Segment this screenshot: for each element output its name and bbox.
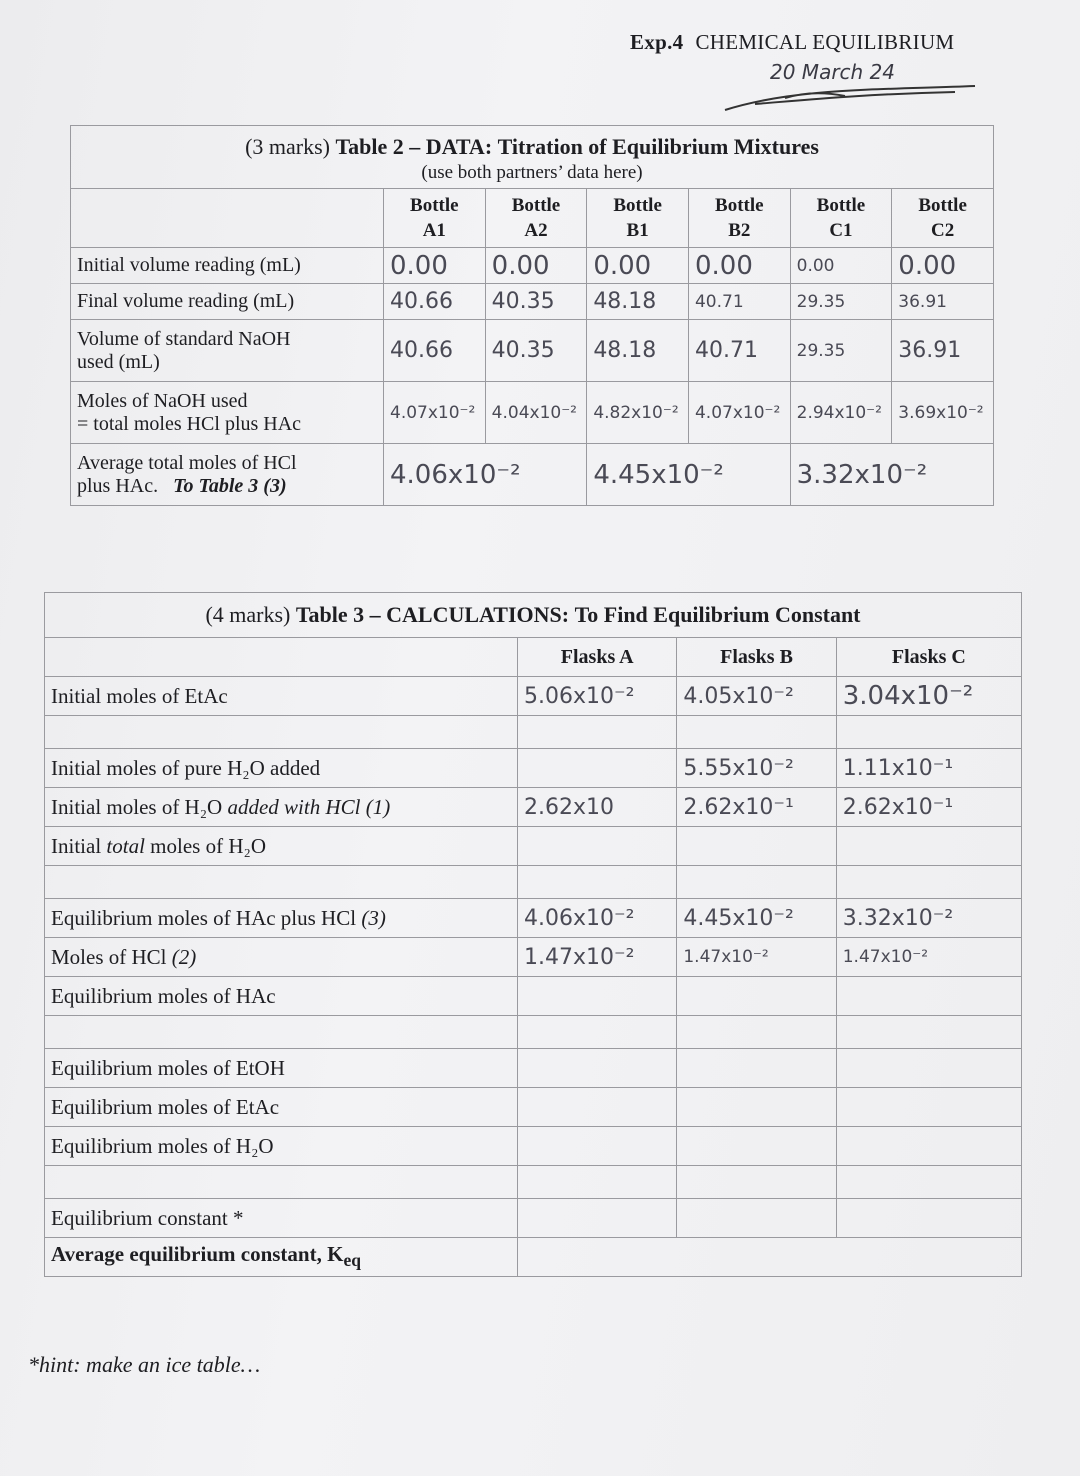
data-cell[interactable]: 2.62x10⁻¹ — [677, 788, 836, 827]
marks-label: (4 marks) — [205, 602, 291, 627]
data-cell[interactable]: 3.04x10⁻² — [836, 677, 1021, 716]
data-cell[interactable] — [518, 1199, 677, 1238]
row-label: Volume of standard NaOH used (mL) — [71, 320, 384, 382]
table-row — [45, 788, 1022, 827]
column-header: Flasks A — [518, 638, 677, 677]
data-cell[interactable]: 2.94x10⁻² — [790, 382, 892, 444]
table-row — [45, 1049, 1022, 1088]
row-label: Equilibrium moles of HAc plus HCl (3) — [45, 899, 518, 938]
table-subtitle: (use both partners’ data here) — [421, 162, 643, 183]
data-cell[interactable]: 0.00 — [485, 248, 587, 284]
row-label: Equilibrium moles of EtOH — [45, 1049, 518, 1088]
data-cell[interactable]: 4.07x10⁻² — [384, 382, 486, 444]
data-cell[interactable]: 4.07x10⁻² — [688, 382, 790, 444]
data-cell[interactable]: 1.47x10⁻² — [836, 938, 1021, 977]
blank-row — [45, 716, 1022, 749]
data-cell[interactable]: 1.47x10⁻² — [677, 938, 836, 977]
data-cell[interactable]: 48.18 — [587, 284, 689, 320]
table-2-titration-data — [70, 125, 994, 506]
table-row — [45, 1127, 1022, 1166]
data-cell[interactable]: 2.62x10⁻¹ — [836, 788, 1021, 827]
corner-cell — [45, 638, 518, 677]
data-cell[interactable] — [836, 1049, 1021, 1088]
row-label: Initial volume reading (mL) — [71, 248, 384, 284]
data-cell[interactable]: 3.69x10⁻² — [892, 382, 994, 444]
data-cell[interactable] — [518, 1088, 677, 1127]
scribble-mark — [715, 80, 985, 120]
data-cell[interactable] — [677, 1127, 836, 1166]
table-row — [45, 1238, 1022, 1277]
data-cell[interactable]: 0.00 — [587, 248, 689, 284]
data-cell[interactable]: 4.45x10⁻² — [677, 899, 836, 938]
table-row — [71, 284, 994, 320]
row-label: Initial moles of H₂O added with HCl (1) — [45, 788, 518, 827]
row-label: Average equilibrium constant, $K_{eq}$ — [45, 1238, 518, 1277]
data-cell[interactable] — [836, 827, 1021, 866]
data-cell[interactable]: 1.11x10⁻¹ — [836, 749, 1021, 788]
column-header: Bottle B2 — [688, 189, 790, 248]
data-cell[interactable]: 40.66 — [384, 284, 486, 320]
data-cell[interactable]: 0.00 — [892, 248, 994, 284]
data-cell[interactable] — [518, 1127, 677, 1166]
table-row — [71, 382, 994, 444]
column-header: Flasks B — [677, 638, 836, 677]
data-cell[interactable] — [677, 977, 836, 1016]
table-row — [71, 444, 994, 506]
data-cell[interactable]: 40.71 — [688, 320, 790, 382]
row-label: Average total moles of HCl plus HAc. To Table 3 (3) — [71, 444, 384, 506]
data-cell[interactable]: 4.05x10⁻² — [677, 677, 836, 716]
data-cell[interactable]: 3.32x10⁻² — [836, 899, 1021, 938]
row-label: Equilibrium moles of HAc — [45, 977, 518, 1016]
table-title-2: To Find Equilibrium Constant — [574, 602, 861, 627]
data-cell[interactable]: 4.06x10⁻² — [384, 444, 587, 506]
row-label: Equilibrium moles of EtAc — [45, 1088, 518, 1127]
data-cell[interactable] — [518, 977, 677, 1016]
handwritten-date: 20 March 24 — [770, 60, 896, 84]
row-label: Equilibrium moles of H₂O — [45, 1127, 518, 1166]
data-cell[interactable]: 0.00 — [384, 248, 486, 284]
table-2-title — [71, 126, 994, 189]
data-cell[interactable]: 36.91 — [892, 320, 994, 382]
row-label: Moles of NaOH used = total moles HCl plus HAc — [71, 382, 384, 444]
data-cell[interactable]: 3.32x10⁻² — [790, 444, 993, 506]
marks-label: (3 marks) — [245, 134, 330, 159]
data-cell[interactable]: 2.62x10 — [518, 788, 677, 827]
row-label: Initial total moles of H₂O — [45, 827, 518, 866]
table-row — [45, 749, 1022, 788]
row-label: Initial moles of EtAc — [45, 677, 518, 716]
column-header: Flasks C — [836, 638, 1021, 677]
table-title: Table 2 – DATA: — [335, 134, 493, 159]
data-cell[interactable]: 40.35 — [485, 320, 587, 382]
data-cell[interactable]: 29.35 — [790, 284, 892, 320]
row-label: Equilibrium constant * — [45, 1199, 518, 1238]
data-cell[interactable]: 29.35 — [790, 320, 892, 382]
column-header: Bottle A2 — [485, 189, 587, 248]
experiment-header — [630, 30, 954, 55]
column-header: Bottle A1 — [384, 189, 486, 248]
table-row — [45, 827, 1022, 866]
table-row — [71, 320, 994, 382]
table-title: Table 3 – CALCULATIONS: — [295, 602, 570, 627]
table-row — [45, 977, 1022, 1016]
data-cell[interactable]: 0.00 — [790, 248, 892, 284]
table-row — [45, 938, 1022, 977]
hint-note: *hint: make an ice table… — [28, 1352, 261, 1377]
data-cell[interactable]: 5.55x10⁻² — [677, 749, 836, 788]
data-cell[interactable] — [836, 1199, 1021, 1238]
table-row — [71, 248, 994, 284]
table-title-2: Titration of Equilibrium Mixtures — [497, 134, 819, 159]
data-cell[interactable]: 0.00 — [688, 248, 790, 284]
data-cell[interactable]: 4.45x10⁻² — [587, 444, 790, 506]
column-header: Bottle C2 — [892, 189, 994, 248]
data-cell[interactable] — [677, 1088, 836, 1127]
experiment-number: Exp.4 — [630, 30, 684, 54]
experiment-title: CHEMICAL EQUILIBRIUM — [695, 30, 955, 54]
data-cell[interactable] — [677, 1049, 836, 1088]
data-cell[interactable] — [836, 1088, 1021, 1127]
data-cell[interactable]: 48.18 — [587, 320, 689, 382]
data-cell[interactable] — [518, 749, 677, 788]
table-3-calculations — [44, 592, 1022, 1277]
blank-row — [45, 1166, 1022, 1199]
column-header: Bottle B1 — [587, 189, 689, 248]
table-row — [45, 1199, 1022, 1238]
data-cell[interactable]: 36.91 — [892, 284, 994, 320]
data-cell[interactable]: 40.35 — [485, 284, 587, 320]
data-cell[interactable] — [836, 977, 1021, 1016]
row-label: Final volume reading (mL) — [71, 284, 384, 320]
corner-cell — [71, 189, 384, 248]
row-label: Moles of HCl (2) — [45, 938, 518, 977]
blank-row — [45, 1016, 1022, 1049]
table-row — [45, 1088, 1022, 1127]
column-header: Bottle C1 — [790, 189, 892, 248]
table-3-title — [45, 593, 1022, 638]
blank-row — [45, 866, 1022, 899]
data-cell[interactable]: 4.82x10⁻² — [587, 382, 689, 444]
data-cell[interactable] — [677, 1199, 836, 1238]
data-cell[interactable]: 4.06x10⁻² — [518, 899, 677, 938]
data-cell[interactable] — [677, 827, 836, 866]
data-cell[interactable]: 40.71 — [688, 284, 790, 320]
table-row — [45, 677, 1022, 716]
data-cell[interactable] — [518, 827, 677, 866]
data-cell[interactable]: 40.66 — [384, 320, 486, 382]
data-cell[interactable] — [836, 1127, 1021, 1166]
data-cell[interactable]: 4.04x10⁻² — [485, 382, 587, 444]
data-cell[interactable] — [518, 1238, 1022, 1277]
data-cell[interactable] — [518, 1049, 677, 1088]
data-cell[interactable]: 1.47x10⁻² — [518, 938, 677, 977]
table-row — [45, 899, 1022, 938]
data-cell[interactable]: 5.06x10⁻² — [518, 677, 677, 716]
row-label: Initial moles of pure H₂O added — [45, 749, 518, 788]
